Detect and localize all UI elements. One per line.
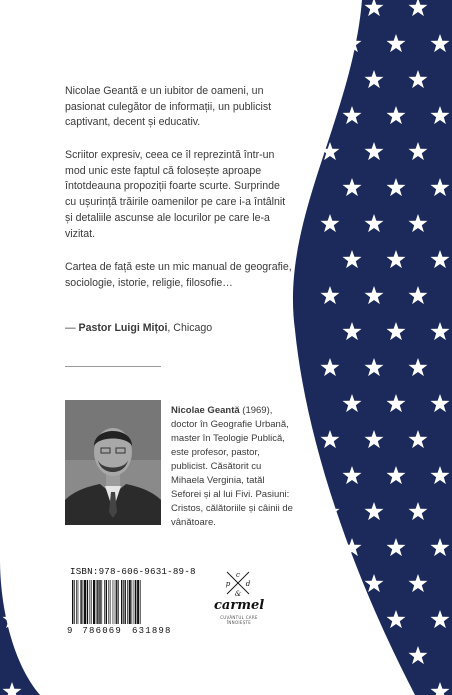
barcode-bar: [123, 580, 124, 624]
barcode-bar: [72, 580, 73, 624]
barcode-bar: [93, 580, 95, 624]
barcode-bar: [135, 580, 136, 624]
divider-line: [65, 366, 161, 367]
publisher-tagline: CUVÂNTUL CARE ÎNNOIEȘTE: [220, 615, 258, 625]
barcode-bar: [113, 580, 114, 624]
barcode-bar: [84, 580, 86, 624]
barcode-icon: [72, 580, 195, 624]
barcode-bar: [99, 580, 100, 624]
barcode-bar: [125, 580, 126, 624]
barcode-bar: [80, 580, 81, 624]
logo-letter-bottom: &: [234, 590, 242, 597]
blurb-paragraph-1: Nicolae Geantă e un iubitor de oameni, un pasionat culegător de informații, un publicist captivant, decent și educativ.: [65, 85, 272, 129]
barcode-bar: [78, 580, 79, 624]
barcode-bar: [134, 580, 135, 624]
barcode-bar: [104, 580, 105, 624]
quote-location: , Chicago: [167, 322, 213, 334]
barcode-bar: [127, 580, 128, 624]
barcode-bar: [97, 580, 98, 624]
logo-letter-right: d: [245, 580, 251, 588]
publisher-logo-icon: [224, 569, 252, 597]
logo-letter-top: c: [236, 571, 240, 579]
barcode-digits: [67, 626, 197, 636]
barcode-bar: [101, 580, 102, 624]
barcode-bar: [118, 580, 119, 624]
barcode-bar: [140, 580, 141, 624]
barcode-bar: [90, 580, 91, 624]
barcode-bar: [87, 580, 88, 624]
author-photo: [65, 400, 161, 525]
barcode-bar: [132, 580, 133, 624]
quote-attribution: [65, 322, 212, 334]
blurb-paragraph-2: Scriitor expresiv, ceea ce îl reprezintă într-un mod unic este faptul că folosește aproape întotdeauna propoziții foarte scurte. Surprinde cu ușurință trăirile oamenilor pe care i-a întâlnit și detaliile ascunse ale locurilor pe care le-a vizitat.: [65, 149, 286, 240]
barcode-bar: [96, 580, 97, 624]
barcode-bar: [116, 580, 117, 624]
barcode-bar: [74, 580, 75, 624]
barcode-bar: [106, 580, 107, 624]
author-bio: [171, 404, 293, 530]
barcode-digits-right: 631898: [132, 626, 172, 636]
author-portrait-image: [65, 400, 161, 525]
barcode-bar: [115, 580, 116, 624]
barcode-digit-lead: 9: [67, 626, 73, 636]
quote-dash: —: [65, 322, 79, 334]
blurb-paragraph-3: Cartea de față este un mic manual de geografie, sociologie, istorie, religie, filosofie…: [65, 261, 292, 289]
isbn-label: ISBN:978-606-9631-89-8: [70, 566, 196, 577]
barcode-bar: [137, 580, 139, 624]
barcode-bar: [91, 580, 92, 624]
barcode-bar: [76, 580, 77, 624]
logo-letter-left: p: [225, 580, 231, 588]
publisher-name: carmel: [214, 598, 265, 613]
barcode-bar: [83, 580, 84, 624]
barcode-bar: [110, 580, 111, 624]
author-bio-text: (1969), doctor în Geografie Urbană, master în Teologie Publică, este profesor, pastor, publicist. Căsătorit cu Mihaela Verginia, tatăl Seforei și al lui Fivi. Pasiuni: Cristos, călătoriile și câinii de vânătoare.: [171, 405, 293, 528]
barcode-bar: [129, 580, 131, 624]
barcode-bar: [121, 580, 122, 624]
barcode-digits-left: 786069: [82, 626, 123, 636]
barcode-bar: [108, 580, 109, 624]
quote-author: Pastor Luigi Mițoi: [78, 322, 168, 334]
author-name: Nicolae Geantă: [171, 405, 240, 416]
